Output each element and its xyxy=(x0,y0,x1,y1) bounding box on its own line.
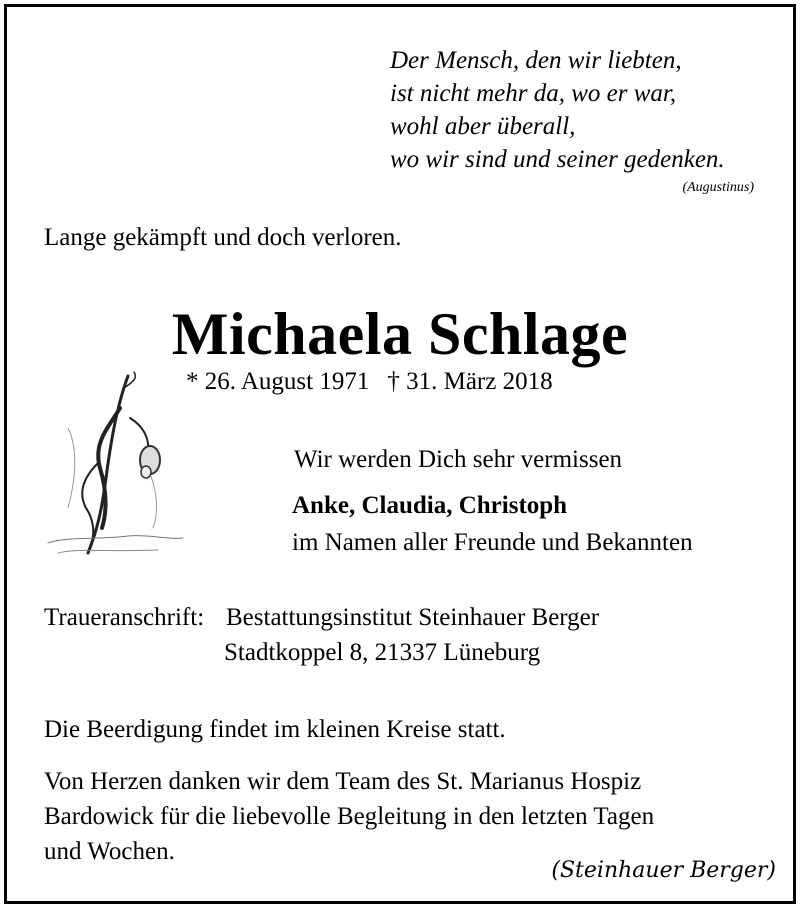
intro-text: Lange gekämpft und doch verloren. xyxy=(44,224,402,251)
snowdrop-flower-illustration xyxy=(38,368,188,568)
address-label: Traueranschrift: xyxy=(44,604,205,631)
quote-line: ist nicht mehr da, wo er war, xyxy=(390,80,677,107)
address-line-2: Stadtkoppel 8, 21337 Lüneburg xyxy=(224,639,541,666)
death-date: † 31. März 2018 xyxy=(387,368,553,395)
quote-line: wo wir sind und seiner gedenken. xyxy=(390,146,725,173)
address-line-1: Bestattungsinstitut Steinhauer Berger xyxy=(226,604,600,631)
thanks-line-2: Bardowick für die liebevolle Begleitung in den letzten Tagen xyxy=(44,803,655,830)
thanks-line-1: Von Herzen danken wir dem Team des St. Marianus Hospiz xyxy=(44,768,642,795)
mourners-message: Wir werden Dich sehr vermissen xyxy=(294,446,623,473)
memorial-quote xyxy=(390,44,725,176)
quote-line: wohl aber überall, xyxy=(390,113,576,140)
mourners-others: im Namen aller Freunde und Bekannten xyxy=(292,529,693,556)
birth-date: * 26. August 1971 xyxy=(186,368,370,395)
quote-source: (Augustinus) xyxy=(682,180,754,195)
mourners-names: Anke, Claudia, Christoph xyxy=(292,492,568,519)
quote-line: Der Mensch, den wir liebten, xyxy=(390,47,682,74)
life-dates xyxy=(186,368,553,396)
funeral-note: Die Beerdigung findet im kleinen Kreise statt. xyxy=(44,716,506,743)
thanks-line-3: und Wochen. xyxy=(44,838,175,865)
deceased-name: Michaela Schlage xyxy=(171,301,629,367)
funeral-home-signature: (Steinhauer Berger) xyxy=(551,858,776,883)
